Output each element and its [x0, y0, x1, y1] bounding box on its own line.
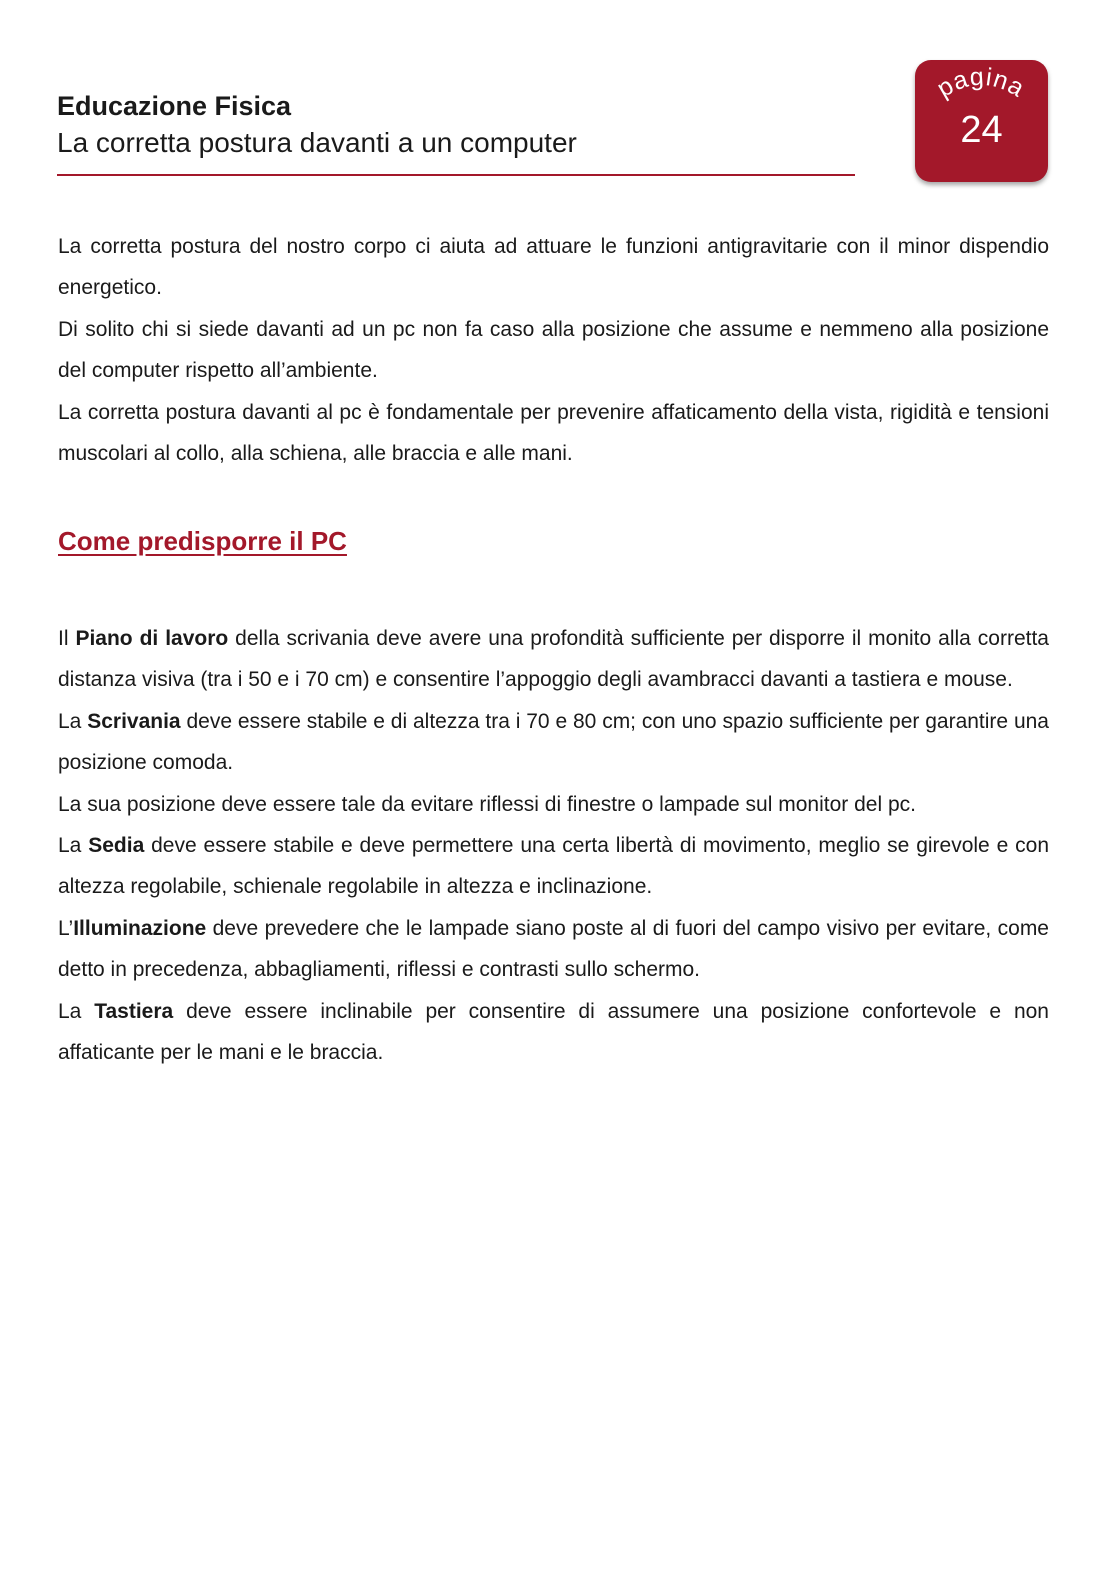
intro-paragraph-3: La corretta postura davanti al pc è fondamentale per prevenire affaticamento della vista, rigidità e tensioni muscolari al collo, alla schiena, alle braccia e alle mani.: [58, 400, 1049, 466]
section-body: [58, 618, 1049, 1073]
page-number: 24: [960, 109, 1003, 151]
section-heading: Come predisporre il PC: [58, 526, 347, 556]
topic-title: La corretta postura davanti a un computer: [57, 127, 577, 158]
paragraph-text: deve prevedere che le lampade siano poste al di fuori del campo visivo per evitare, come detto in precedenza, abbagliamenti, riflessi e contrasti sullo schermo.: [58, 916, 1049, 982]
paragraph-keyword: Scrivania: [87, 709, 181, 733]
paragraph-lead: La: [58, 999, 95, 1023]
paragraph-text: deve essere inclinabile per consentire di assumere una posizione confortevole e non affaticante per le mani e le braccia.: [58, 999, 1049, 1065]
section-paragraph: [58, 908, 1049, 991]
section-paragraph: [58, 991, 1049, 1074]
subject-title: Educazione Fisica: [57, 91, 292, 121]
paragraph-keyword: Tastiera: [94, 999, 174, 1023]
paragraph-text: deve essere stabile e deve permettere una certa libertà di movimento, meglio se girevole e con altezza regolabile, schienale regolabile in altezza e inclinazione.: [58, 834, 1049, 899]
paragraph-keyword: Piano di lavoro: [75, 627, 229, 650]
intro-paragraph-2: Di solito chi si siede davanti ad un pc non fa caso alla posizione che assume e nemmeno alla posizione del computer rispetto all’ambiente.: [58, 317, 1049, 383]
intro-paragraph-1: La corretta postura del nostro corpo ci aiuta ad attuare le funzioni antigravitarie con il minor dispendio energetico.: [58, 235, 1049, 300]
document-header: [57, 88, 857, 162]
page-label: pagina: [932, 62, 1030, 103]
paragraph-text: della scrivania deve avere una profondità sufficiente per disporre il monito alla corretta distanza visiva (tra i 50 e i 70 cm) e consentire l’appoggio degli avambracci davanti a tastiera e mouse.: [58, 627, 1049, 692]
section-paragraph: [58, 701, 1049, 784]
paragraph-lead: L’: [58, 916, 74, 940]
header-divider: [57, 174, 855, 176]
paragraph-lead: La: [58, 709, 88, 733]
paragraph-lead: La: [58, 834, 89, 858]
section-paragraph: [58, 618, 1049, 701]
section-paragraph: [58, 784, 1049, 825]
svg-text:pagina: [932, 63, 1030, 103]
paragraph-text: deve essere stabile e di altezza tra i 70 e 80 cm; con uno spazio sufficiente per garantire una posizione comoda.: [58, 709, 1049, 775]
page-badge: [915, 60, 1048, 182]
intro-text: [58, 226, 1049, 474]
paragraph-keyword: Sedia: [88, 834, 145, 858]
paragraph-keyword: Illuminazione: [73, 916, 207, 940]
paragraph-lead: Il: [58, 627, 76, 650]
section-paragraph: [58, 825, 1049, 908]
paragraph-lead: La sua posizione deve essere tale da evitare riflessi di finestre o lampade sul monitor del pc.: [58, 792, 916, 816]
